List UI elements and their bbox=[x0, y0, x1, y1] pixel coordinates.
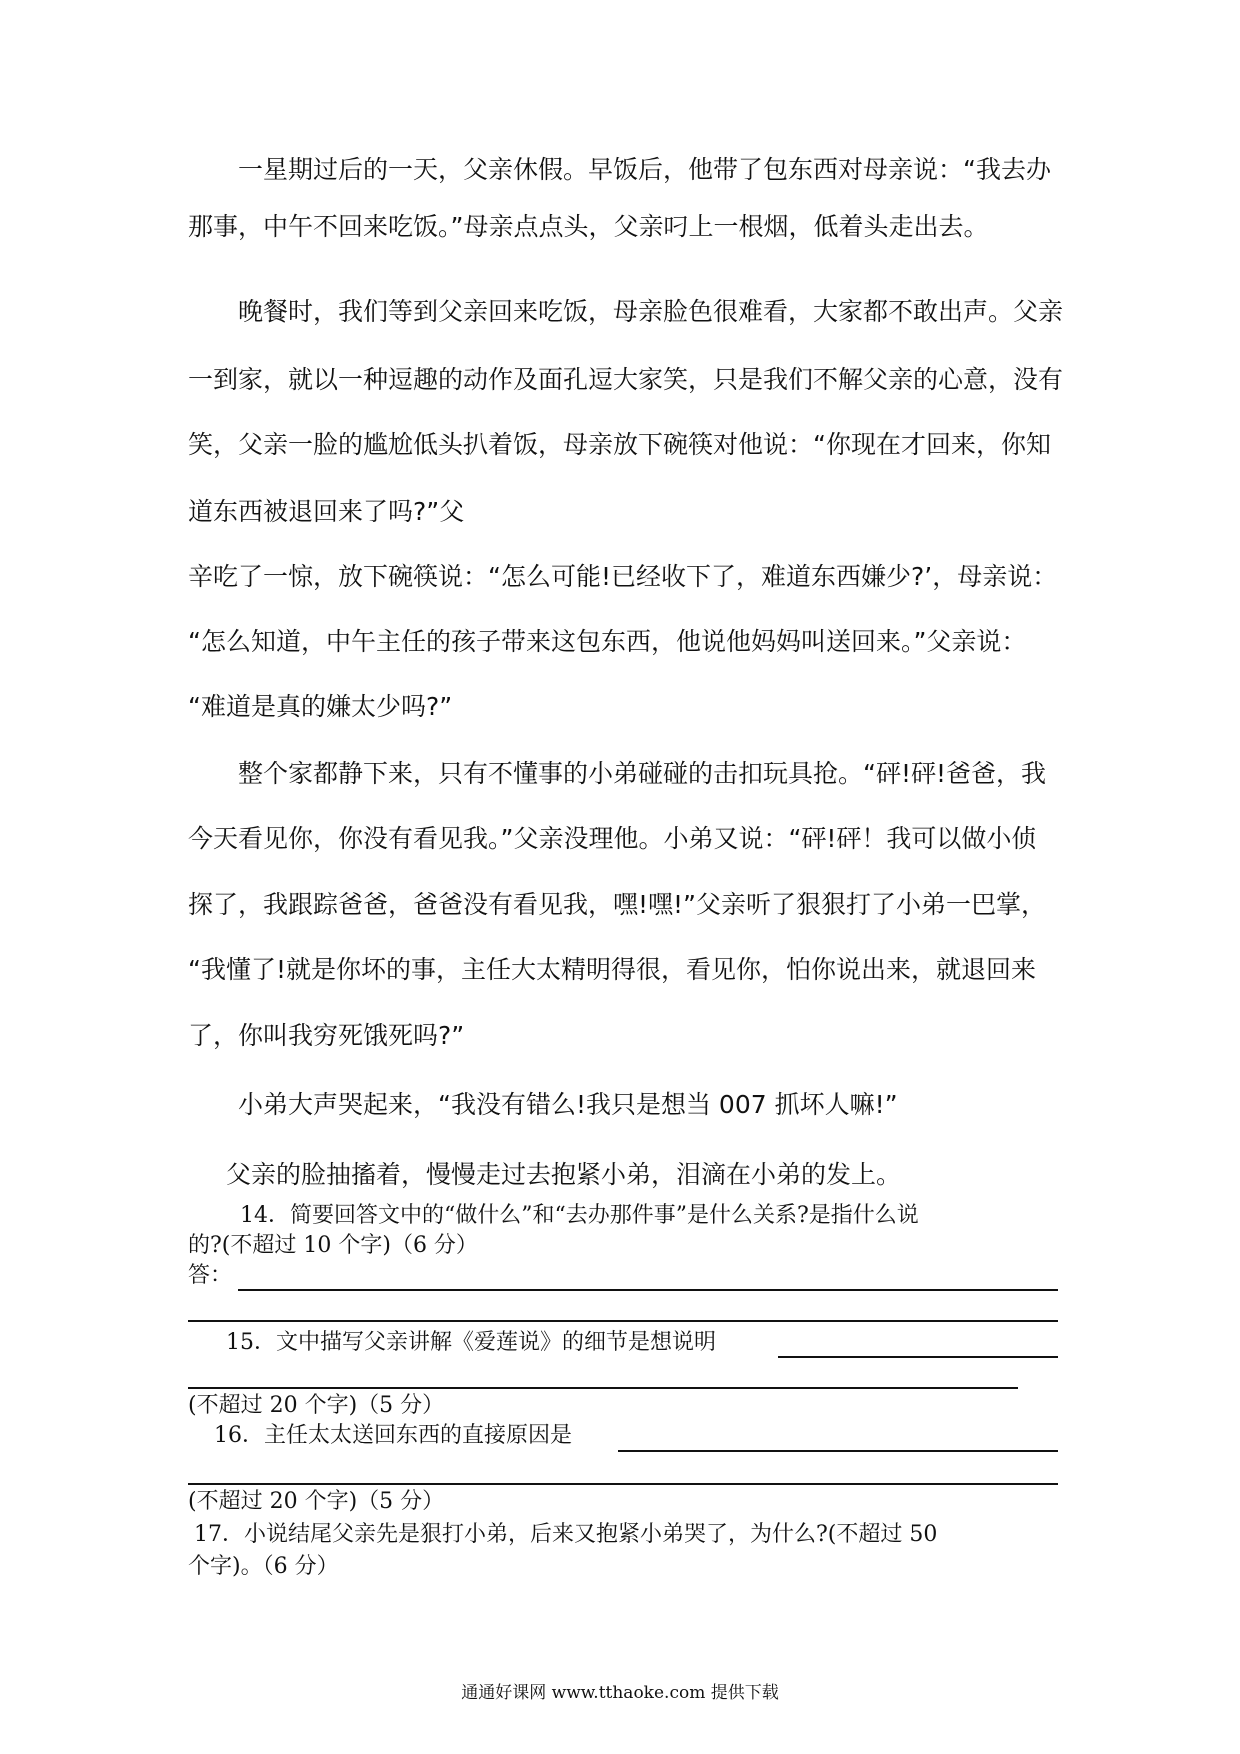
passage-line: 今天看见你，你没有看见我。”父亲没理他。小弟又说：“砰!砰！我可以做小侦 bbox=[188, 824, 1037, 853]
answer-line[interactable] bbox=[618, 1450, 1058, 1452]
passage-line: 探了，我跟踪爸爸，爸爸没有看见我，嘿!嘿!”父亲听了狠狠打了小弟一巴掌， bbox=[188, 890, 1046, 919]
passage-line: “我懂了!就是你坏的事，主任大太精明得很，看见你，怕你说出来，就退回来 bbox=[188, 955, 1036, 984]
question-17-line-1: 17．小说结尾父亲先是狠打小弟，后来又抱紧小弟哭了，为什么?(不超过 50 bbox=[194, 1522, 938, 1547]
passage-line: 一星期过后的一天，父亲休假。早饭后，他带了包东西对母亲说：“我去办 bbox=[238, 155, 1051, 184]
page-footer: 通通好课网 www.tthaoke.com 提供下载 bbox=[461, 1683, 779, 1703]
passage-line: 一到家，就以一种逗趣的动作及面孔逗大家笑，只是我们不解父亲的心意，没有 bbox=[188, 365, 1064, 394]
passage-line: 笑，父亲一脸的尴尬低头扒着饭，母亲放下碗筷对他说：“你现在才回来，你知 bbox=[188, 430, 1051, 459]
answer-line[interactable] bbox=[188, 1387, 1018, 1389]
answer-label: 答： bbox=[188, 1263, 233, 1288]
passage-line: 道东西被退回来了吗?”父 bbox=[188, 497, 465, 526]
answer-line[interactable] bbox=[188, 1320, 1058, 1322]
passage-line: 辛吃了一惊，放下碗筷说：“怎么可能!已经收下了，难道东西嫌少?’，母亲说： bbox=[188, 562, 1058, 591]
question-16: 16．主任太太送回东西的直接原因是 bbox=[214, 1423, 572, 1448]
question-16-note: (不超过 20 个字)（5 分） bbox=[188, 1489, 445, 1514]
question-14-line-1: 14．简要回答文中的“做什么”和“去办那件事”是什么关系?是指什么说 bbox=[240, 1203, 919, 1228]
passage-line: “怎么知道，中午主任的孩子带来这包东西，他说他妈妈叫送回来。”父亲说： bbox=[188, 627, 1027, 656]
question-15: 15．文中描写父亲讲解《爱莲说》的细节是想说明 bbox=[226, 1330, 716, 1355]
answer-line[interactable] bbox=[188, 1483, 1058, 1485]
answer-line[interactable] bbox=[778, 1356, 1058, 1358]
answer-line[interactable] bbox=[238, 1289, 1058, 1291]
passage-line: 父亲的脸抽搐着，慢慢走过去抱紧小弟，泪滴在小弟的发上。 bbox=[226, 1160, 902, 1189]
passage-line: “难道是真的嫌太少吗?” bbox=[188, 692, 453, 721]
passage-line: 小弟大声哭起来，“我没有错么!我只是想当 007 抓坏人嘛!” bbox=[238, 1090, 898, 1119]
passage-line: 晚餐时，我们等到父亲回来吃饭，母亲脸色很难看，大家都不敢出声。父亲 bbox=[238, 297, 1064, 326]
passage-line: 整个家都静下来，只有不懂事的小弟碰碰的击扣玩具抢。“砰!砰!爸爸，我 bbox=[238, 759, 1046, 788]
question-14-line-2: 的?(不超过 10 个字)（6 分） bbox=[188, 1233, 478, 1258]
passage-line: 了，你叫我穷死饿死吗?” bbox=[188, 1021, 465, 1050]
passage-line: 那事，中午不回来吃饭。”母亲点点头，父亲叼上一根烟，低着头走出去。 bbox=[188, 212, 989, 241]
question-17-line-2: 个字)。（6 分） bbox=[188, 1554, 339, 1579]
question-15-note: (不超过 20 个字)（5 分） bbox=[188, 1393, 445, 1418]
